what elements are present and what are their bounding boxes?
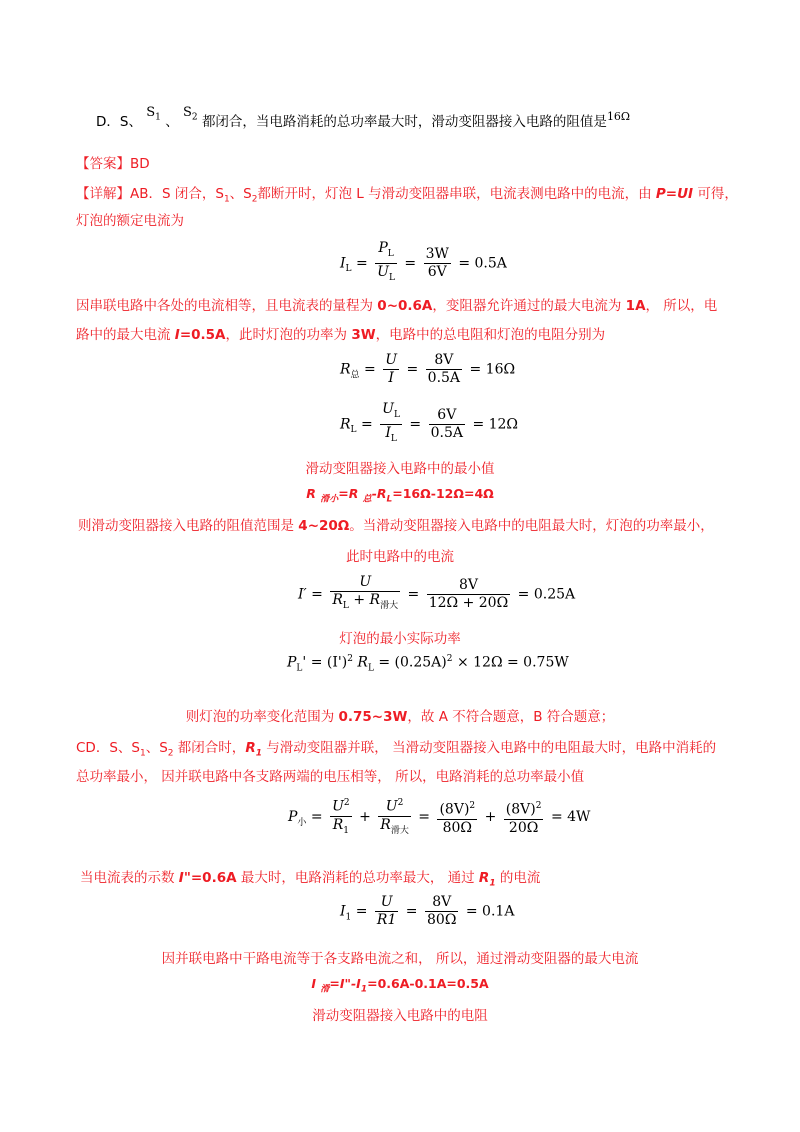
current-title: 此时电路中的电流 xyxy=(346,549,454,565)
parallel-line: 因并联电路中干路电流等于各支路电流之和， 所以，通过滑动变阻器的最大电流 xyxy=(161,951,639,967)
s1-symbol: $S_1$ xyxy=(146,105,161,123)
option-d-sep: 、 xyxy=(165,114,179,130)
equation-rated-current: $I_L$ = $\frac{P_L}{U_L}$ = $\frac{3W}{6V}$ = 0.5A xyxy=(340,240,507,283)
ammeter-line: 当电流表的示数 I"=0.6A 最大时，电路消耗的总功率最大， 通过 $R_1$ 的电流 xyxy=(80,870,541,889)
min-resistance-line: R $_{滑小}$=R $_总-R_L=16\Omega-12\Omega=4\Omega$ xyxy=(306,486,494,505)
option-d-prefix: D．S、 xyxy=(96,114,142,130)
answer-label: 【答案】BD xyxy=(76,156,150,172)
range-line: 则滑动变阻器接入电路的阻值范围是 4~20Ω。当滑动变阻器接入电路中的电阻最大时，灯泡的功率最小， xyxy=(78,518,714,534)
equation-r1-current: $I_1$ = $\frac{U}{R1}$ = $\frac{8V}{80\Omega}$ = 0.1A xyxy=(340,894,515,928)
detail-line-1: 【详解】AB．S 闭合，$S_1$、$S_2$都断开时，灯泡 L 与滑动变阻器串联，电流表测电路中的电流，由 P=UI 可得， xyxy=(76,186,738,205)
equation-bulb-resistance: $R_L$ = $\frac{U_L}{I_L}$ = $\frac{6V}{0.5A}$ = 12Ω xyxy=(340,401,519,444)
cd-line-1: CD．S、$S_1$、$S_2$ 都闭合时，$R_1$ 与滑动变阻器并联， 当滑动变阻器接入电路中的电阻最大时，电路中消耗的 xyxy=(76,740,717,759)
last-line: 滑动变阻器接入电路中的电阻 xyxy=(312,1008,488,1024)
s2-symbol: $S_2$ xyxy=(183,105,198,123)
min-power-title: 灯泡的最小实际功率 xyxy=(339,631,461,647)
option-d xyxy=(96,105,631,133)
equation-total-resistance: $R_总$ = $\frac{U}{I}$ = $\frac{8V}{0.5A}$ = 16Ω xyxy=(340,352,516,386)
option-d-text: 都闭合，当电路消耗的总功率最大时，滑动变阻器接入电路的阻值是 xyxy=(201,114,607,130)
detail-line-4: 路中的最大电流 I=0.5A，此时灯泡的功率为 3W，电路中的总电阻和灯泡的电阻分别为 xyxy=(76,327,606,343)
max-current-line: I $_滑=I"-I_1=0.6A-0.1A=0.5A$ xyxy=(311,976,489,995)
equation-min-total-power: $P_小$ = $\frac{U^2}{R_1}$ + $\frac{U^2}{R_{滑大}}$ = $\frac{(8V)^2}{80\Omega}$ + $\frac{(8V)^2}{20\Omega}$ = 4W xyxy=(288,795,590,839)
detail-line-3: 因串联电路中各处的电流相等，且电流表的量程为 0~0.6A，变阻器允许通过的最大电流为 1A， 所以，电 xyxy=(76,298,718,314)
detail-line-2: 灯泡的额定电流为 xyxy=(76,213,184,229)
cd-line-2: 总功率最小， 因并联电路中各支路两端的电压相等， 所以，电路消耗的总功率最小值 xyxy=(76,769,585,785)
equation-min-current: I′ = $\frac{U}{R_L + R_{滑大}}$ = $\frac{8V}{12\Omega + 20\Omega}$ = 0.25A xyxy=(298,574,576,611)
power-range-line: 则灯泡的功率变化范围为 0.75~3W，故 A 不符合题意，B 符合题意； xyxy=(185,709,615,725)
option-d-value: 16Ω xyxy=(606,110,631,123)
min-value-title: 滑动变阻器接入电路中的最小值 xyxy=(305,461,495,477)
equation-min-power: $P_L' = (I')^2$ $R_L = (0.25A)^2 \times 12\Omega = 0.75W$ xyxy=(287,654,569,674)
